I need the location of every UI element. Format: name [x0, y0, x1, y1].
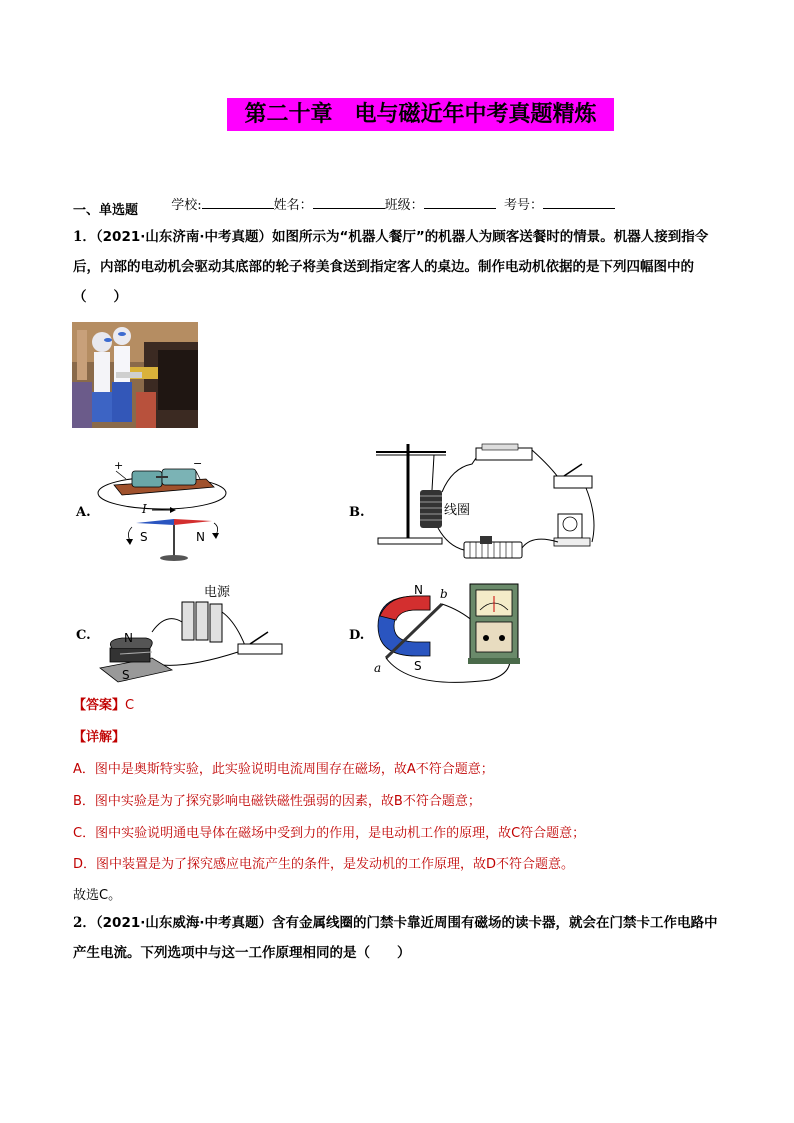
- a-current-label: I: [142, 502, 147, 516]
- d-b-label: b: [440, 587, 448, 601]
- option-a-oersted-figure: [96, 455, 232, 570]
- robot-restaurant-photo: [72, 322, 198, 428]
- school-label: 学校:: [171, 198, 202, 213]
- c-s-label: S: [122, 668, 130, 682]
- explain-a: A．图中是奥斯特实验，此实验说明电流周围存在磁场，故A不符合题意；: [73, 762, 494, 777]
- a-s-label: S: [140, 530, 148, 544]
- class-label: 班级：: [384, 198, 424, 213]
- a-plus-sign: +: [114, 459, 124, 472]
- exam-no-blank: [543, 196, 615, 209]
- name-blank: [313, 196, 385, 209]
- option-b-label: B.: [349, 505, 365, 520]
- a-minus-sign: −: [193, 457, 203, 470]
- b-coil-label: 线圈: [444, 503, 471, 518]
- d-n-label: N: [414, 583, 423, 597]
- answer-value: C: [125, 698, 135, 713]
- student-info: [163, 179, 615, 213]
- option-a-label: A.: [76, 505, 91, 520]
- section-heading: 一、单选题: [73, 203, 139, 218]
- option-c-motor-principle-figure: [96, 582, 296, 688]
- explain-conclusion: 故选C。: [73, 888, 122, 903]
- question-1-line1: 1．（2021·山东济南·中考真题）如图所示为“机器人餐厅”的机器人为顾客送餐时的情景。机器人接到指令: [73, 229, 709, 245]
- name-label: 姓名：: [273, 198, 313, 213]
- explain-tag: 【详解】: [73, 730, 126, 745]
- question-1-line2: 后，内部的电动机会驱动其底部的轮子将美食送到指定客人的桌边。制作电动机依据的是下列四幅图中的: [73, 259, 694, 275]
- c-power-label: 电源: [204, 585, 231, 600]
- option-d-label: D.: [349, 628, 365, 643]
- question-2-line1: 2．（2021·山东威海·中考真题）含有金属线圈的门禁卡靠近周围有磁场的读卡器，就会在门禁卡工作电路中: [73, 915, 718, 931]
- a-n-label: N: [196, 530, 205, 544]
- explain-c: C．图中实验说明通电导体在磁场中受到力的作用，是电动机工作的原理，故C符合题意；: [73, 826, 586, 841]
- page-title: 第二十章 电与磁近年中考真题精炼: [227, 98, 614, 131]
- answer: [73, 694, 134, 713]
- d-a-label: a: [374, 661, 382, 675]
- explain-d: D．图中装置是为了探究感应电流产生的条件，是发动机的工作原理，故D不符合题意。: [73, 857, 575, 872]
- c-n-label: N: [124, 631, 133, 645]
- question-1-line3: （ ）: [73, 289, 127, 305]
- answer-tag: 【答案】: [73, 698, 126, 713]
- option-d-induction-figure: [370, 580, 610, 688]
- school-blank: [202, 196, 274, 209]
- question-1: [73, 222, 723, 312]
- question-2: [73, 908, 723, 968]
- option-b-electromagnet-figure: [372, 438, 604, 576]
- explain-b: B．图中实验是为了探究影响电磁铁磁性强弱的因素，故B不符合题意；: [73, 794, 481, 809]
- question-2-line2: 产生电流。下列选项中与这一工作原理相同的是（ ）: [73, 945, 411, 961]
- option-c-label: C.: [76, 628, 91, 643]
- exam-no-label: 考号：: [503, 198, 543, 213]
- d-s-label: S: [414, 659, 422, 673]
- class-blank: [424, 196, 496, 209]
